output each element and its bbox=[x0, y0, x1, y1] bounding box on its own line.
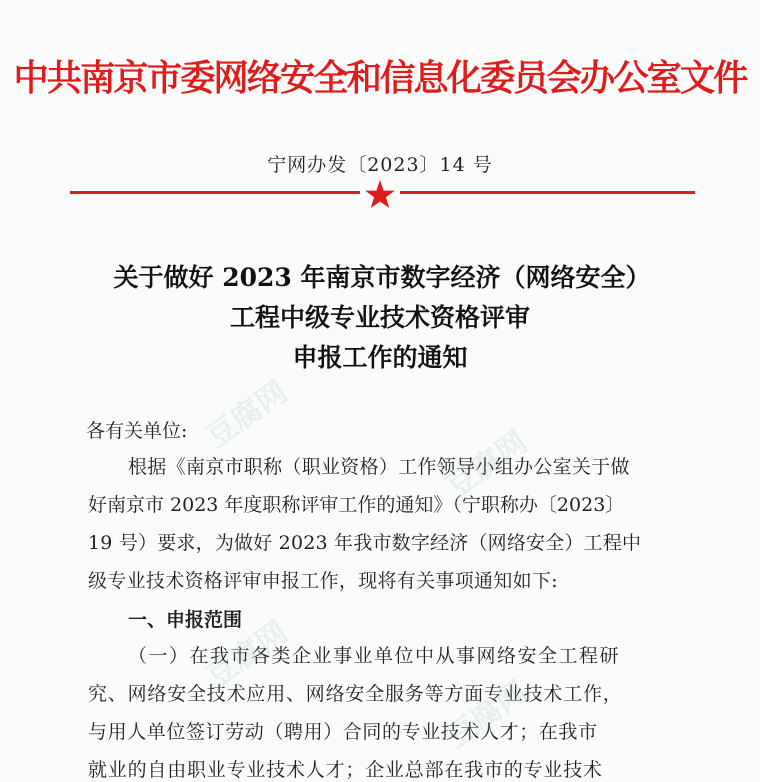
header-divider-left bbox=[70, 191, 360, 194]
watermark: 豆腐网 bbox=[440, 424, 534, 506]
document-number: 宁网办发〔2023〕14 号 bbox=[267, 154, 493, 176]
body-line: 级专业技术资格评审申报工作，现将有关事项通知如下: bbox=[88, 570, 558, 592]
notice-title-line-1: 关于做好 2023 年南京市数字经济（网络安全） bbox=[113, 263, 651, 292]
watermark: 豆腐网 bbox=[200, 374, 294, 456]
body-line: 19 号）要求，为做好 2023 年我市数字经济（网络安全）工程中 bbox=[88, 532, 642, 554]
notice-title-line-3: 申报工作的通知 bbox=[292, 343, 468, 372]
salutation: 各有关单位: bbox=[86, 420, 188, 442]
body-line: 根据《南京市职称（职业资格）工作领导小组办公室关于做 bbox=[128, 456, 630, 478]
issuing-organization-title: 中共南京市委网络安全和信息化委员会办公室文件 bbox=[13, 58, 747, 99]
section-heading: 一、申报范围 bbox=[128, 609, 243, 631]
header-divider-right bbox=[400, 191, 695, 194]
body-line: （一）在我市各类企业事业单位中从事网络安全工程研 bbox=[128, 645, 621, 667]
star-icon bbox=[364, 179, 396, 211]
body-line: 与用人单位签订劳动（聘用）合同的专业技术人才；在我市 bbox=[88, 721, 598, 743]
body-line: 就业的自由职业专业技术人才；企业总部在我市的专业技术 bbox=[88, 759, 603, 781]
body-line: 好南京市 2023 年度职称评审工作的通知》（宁职称办〔2023〕 bbox=[88, 494, 625, 516]
body-line: 究、网络安全技术应用、网络安全服务等方面专业技术工作， bbox=[88, 683, 623, 705]
watermark: 豆腐网 bbox=[200, 614, 294, 696]
watermark: 豆腐网 bbox=[440, 674, 534, 756]
notice-title-line-2: 工程中级专业技术资格评审 bbox=[229, 303, 530, 332]
